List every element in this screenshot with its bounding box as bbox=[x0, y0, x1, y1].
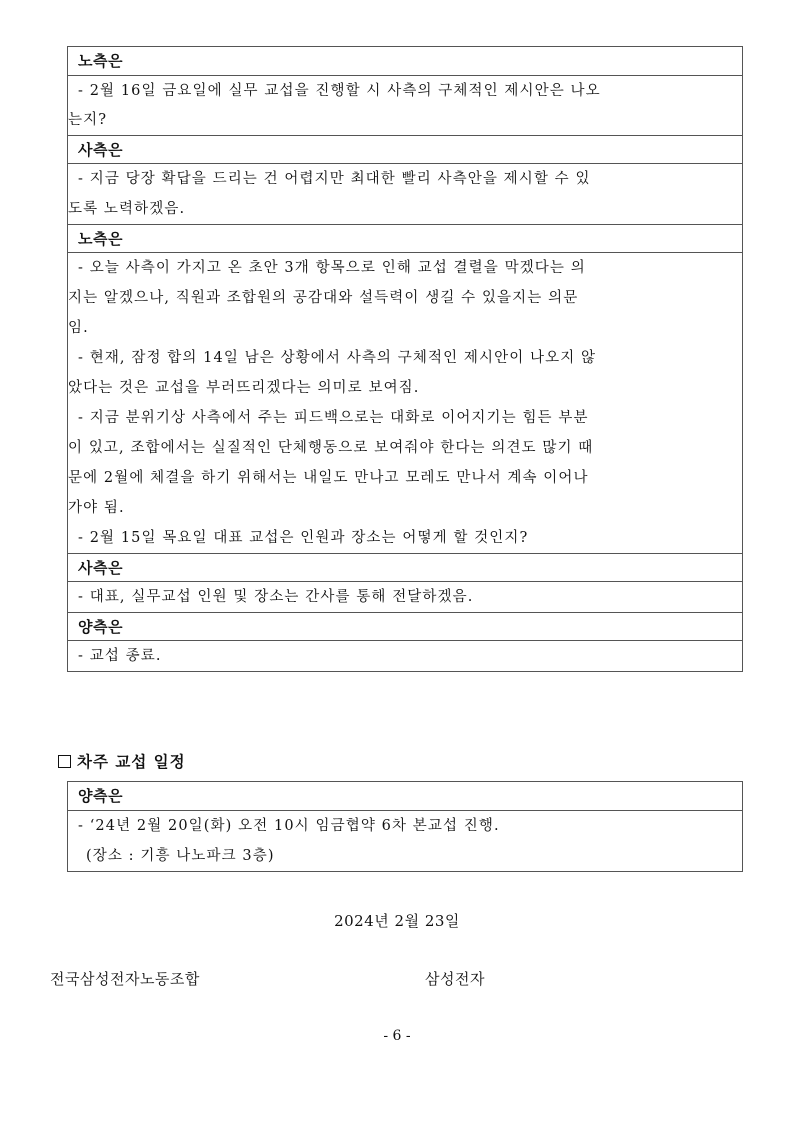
section-body bbox=[68, 76, 742, 106]
text-line: - 대표, 실무교섭 인원 및 장소는 간사를 통해 전달하겠음. bbox=[78, 589, 474, 605]
section-body-cont bbox=[68, 194, 742, 224]
checkbox-square-icon bbox=[58, 755, 71, 768]
text-line: - 2월 16일 금요일에 실무 교섭을 진행할 시 사측의 구체적인 제시안은 나오 bbox=[78, 83, 601, 99]
schedule-title-text: 차주 교섭 일정 bbox=[77, 753, 186, 771]
text-line: - 지금 분위기상 사측에서 주는 피드백으로는 대화로 이어지기는 힘든 부분 bbox=[78, 410, 589, 426]
text-line: 가야 됨. bbox=[68, 500, 125, 516]
text-line: - 2월 15일 목요일 대표 교섭은 인원과 장소는 어떻게 할 것인지? bbox=[78, 530, 529, 546]
text-line: (장소 : 기흥 나노파크 3층) bbox=[86, 848, 275, 864]
signature-company: 삼성전자 bbox=[425, 970, 485, 988]
text-line: 았다는 것은 교섭을 부러뜨리겠다는 의미로 보여짐. bbox=[68, 380, 420, 396]
section-head-both: 양측은 bbox=[68, 782, 742, 811]
section-body bbox=[68, 582, 742, 612]
section-body-cont bbox=[68, 105, 742, 135]
text-line: 지는 알겠으나, 직원과 조합원의 공감대와 설득력이 생길 수 있을지는 의문 bbox=[68, 290, 579, 306]
section-head-both: 양측은 bbox=[68, 612, 742, 641]
text-line: 임. bbox=[68, 320, 89, 336]
schedule-title bbox=[58, 750, 186, 772]
text-line: 이 있고, 조합에서는 실질적인 단체행동으로 보여줘야 한다는 의견도 많기 때 bbox=[68, 440, 594, 456]
minutes-box bbox=[67, 46, 743, 672]
text-line: 도록 노력하겠음. bbox=[68, 201, 186, 217]
page-number: - 6 - bbox=[383, 1028, 411, 1044]
text-line: - ‘24년 2월 20일(화) 오전 10시 임금협약 6차 본교섭 진행. bbox=[78, 818, 500, 834]
section-head-management: 사측은 bbox=[68, 553, 742, 582]
signature-union: 전국삼성전자노동조합 bbox=[50, 970, 200, 988]
section-body bbox=[68, 811, 742, 871]
text-line: - 오늘 사측이 가지고 온 초안 3개 항목으로 인해 교섭 결렬을 막겠다는 의 bbox=[78, 260, 586, 276]
text-line: 는지? bbox=[68, 112, 108, 128]
text-line: 문에 2월에 체결을 하기 위해서는 내일도 만나고 모레도 만나서 계속 이어나 bbox=[68, 470, 589, 486]
text-line: - 지금 당장 확답을 드리는 건 어렵지만 최대한 빨리 사측안을 제시할 수 있 bbox=[78, 171, 591, 187]
schedule-box bbox=[67, 781, 743, 872]
section-head-management: 사측은 bbox=[68, 135, 742, 164]
document-date: 2024년 2월 23일 bbox=[334, 912, 460, 930]
text-line: - 교섭 종료. bbox=[78, 648, 162, 664]
section-body bbox=[68, 164, 742, 194]
section-head-labor: 노측은 bbox=[68, 224, 742, 253]
text-line: - 현재, 잠정 합의 14일 남은 상황에서 사측의 구체적인 제시안이 나오지 않 bbox=[78, 350, 597, 366]
section-body bbox=[68, 641, 742, 671]
section-body bbox=[68, 253, 742, 553]
section-head-labor: 노측은 bbox=[68, 47, 742, 76]
